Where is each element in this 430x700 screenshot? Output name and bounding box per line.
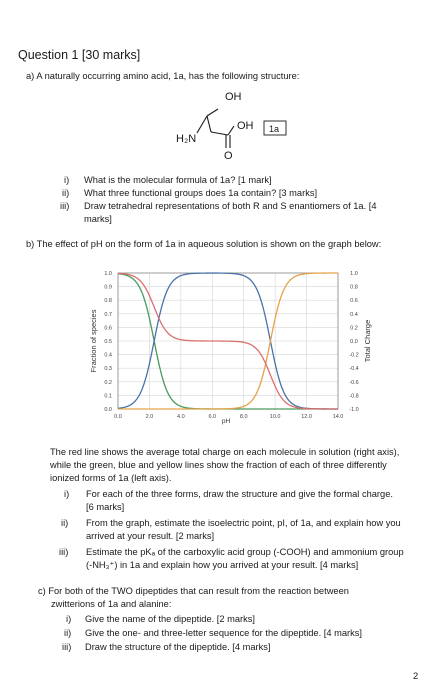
- part-c-item-num: iii): [62, 642, 72, 652]
- y-tick-label-left: 0.2: [104, 379, 112, 386]
- y-tick-label-right: 0.6: [350, 298, 358, 305]
- x-tick-label: 8.0: [239, 414, 248, 420]
- part-c-intro-cont: zwitterions of 1a and alanine:: [51, 599, 172, 609]
- part-a-item-num: iii): [60, 201, 70, 211]
- part-b-item-text: Estimate the pKₐ of the carboxylic acid group (-COOH) and ammonium group: [86, 547, 404, 557]
- part-c-item-num: ii): [64, 628, 72, 638]
- y-tick-label-right: 0.4: [350, 311, 358, 318]
- x-tick-label: 14.0: [332, 414, 344, 420]
- y-tick-label-right: -0.8: [349, 393, 359, 400]
- y-axis-label-right: Total Charge: [363, 319, 372, 363]
- y-tick-label-right: -0.6: [349, 379, 359, 386]
- part-c-item-text: Draw the structure of the dipeptide. [4 marks]: [85, 642, 271, 652]
- y-tick-label-left: 1.0: [104, 271, 112, 277]
- part-b-item-text-cont: [6 marks]: [86, 502, 125, 512]
- y-tick-label-left: 0.6: [104, 325, 112, 332]
- label-nh2: H₂N: [176, 133, 197, 145]
- y-tick-label-left: 0.5: [104, 339, 112, 345]
- y-tick-label-right: 0.2: [350, 325, 358, 332]
- y-tick-label-left: 0.1: [104, 393, 112, 400]
- x-tick-label: 2.0: [145, 414, 154, 420]
- y-tick-label-right: 1.0: [350, 271, 358, 277]
- y-tick-label-left: 0.3: [104, 366, 112, 373]
- part-b-desc-line: ionized forms of 1a (left axis).: [50, 473, 172, 483]
- part-b-item-text-cont: (-NH₃⁺) in 1a and explain how you arrived at your result. [4 marks]: [86, 560, 359, 570]
- y-tick-label-left: 0.4: [104, 352, 112, 359]
- ph-species-chart: [80, 262, 380, 427]
- x-tick-label: 6.0: [208, 414, 217, 420]
- compound-label: 1a: [269, 124, 280, 134]
- y-tick-label-right: -0.2: [349, 352, 359, 359]
- part-b-item-num: ii): [61, 518, 69, 528]
- label-o: O: [224, 150, 233, 162]
- question-title: Question 1 [30 marks]: [18, 48, 141, 62]
- y-tick-label-right: 0.0: [350, 339, 358, 345]
- x-tick-label: 0.0: [114, 414, 122, 420]
- y-tick-label-left: 0.7: [104, 311, 112, 318]
- y-tick-label-right: -1.0: [349, 407, 359, 413]
- page-number: 2: [413, 671, 419, 681]
- structure-drawing: [170, 85, 310, 170]
- x-tick-label: 10.0: [269, 414, 281, 420]
- part-a-item-text: What is the molecular formula of 1a? [1 mark]: [84, 175, 272, 185]
- label-oh-right: OH: [237, 120, 254, 132]
- part-a-item-num: ii): [62, 188, 70, 198]
- part-a-intro: a) A naturally occurring amino acid, 1a, has the following structure:: [26, 71, 300, 81]
- y-tick-label-right: -0.4: [349, 366, 359, 373]
- label-oh-top: OH: [225, 91, 242, 103]
- part-a-item-text-cont: marks]: [84, 214, 112, 224]
- part-c-item-text: Give the one- and three-letter sequence for the dipeptide. [4 marks]: [85, 628, 363, 638]
- x-axis-label: pH: [221, 418, 231, 425]
- part-b-item-num: i): [64, 489, 70, 499]
- part-a-item-num: i): [64, 175, 70, 185]
- y-tick-label-left: 0.9: [104, 284, 112, 291]
- part-c-intro: c) For both of the TWO dipeptides that can result from the reaction between: [38, 586, 349, 596]
- part-a-item-text: What three functional groups does 1a contain? [3 marks]: [84, 188, 318, 198]
- structure-1a: [170, 85, 310, 170]
- part-b-desc-line: while the green, blue and yellow lines show the fraction of each of three differently: [50, 460, 387, 470]
- x-tick-label: 4.0: [177, 414, 185, 420]
- part-b-item-text: From the graph, estimate the isoelectric point, pI, of 1a, and explain how you: [86, 518, 401, 528]
- y-axis-label-left: Fraction of species: [89, 309, 98, 373]
- x-tick-label: 12.0: [301, 414, 312, 420]
- part-a-item-text: Draw tetrahedral representations of both R and S enantiomers of 1a. [4: [84, 201, 377, 211]
- part-b-item-num: iii): [59, 547, 69, 557]
- part-b-item-text: For each of the three forms, draw the structure and give the formal charge.: [86, 489, 393, 499]
- part-c-item-text: Give the name of the dipeptide. [2 marks]: [85, 614, 256, 624]
- part-b-intro: b) The effect of pH on the form of 1a in aqueous solution is shown on the graph below:: [26, 239, 382, 249]
- part-b-desc-line: The red line shows the average total charge on each molecule in solution (right axis),: [50, 447, 400, 457]
- y-tick-label-left: 0.8: [104, 298, 112, 305]
- part-b-item-text-cont: arrived at your result. [2 marks]: [86, 531, 215, 541]
- y-tick-label-left: 0.0: [104, 407, 112, 413]
- y-tick-label-right: 0.8: [350, 284, 358, 291]
- part-c-item-num: i): [66, 614, 72, 624]
